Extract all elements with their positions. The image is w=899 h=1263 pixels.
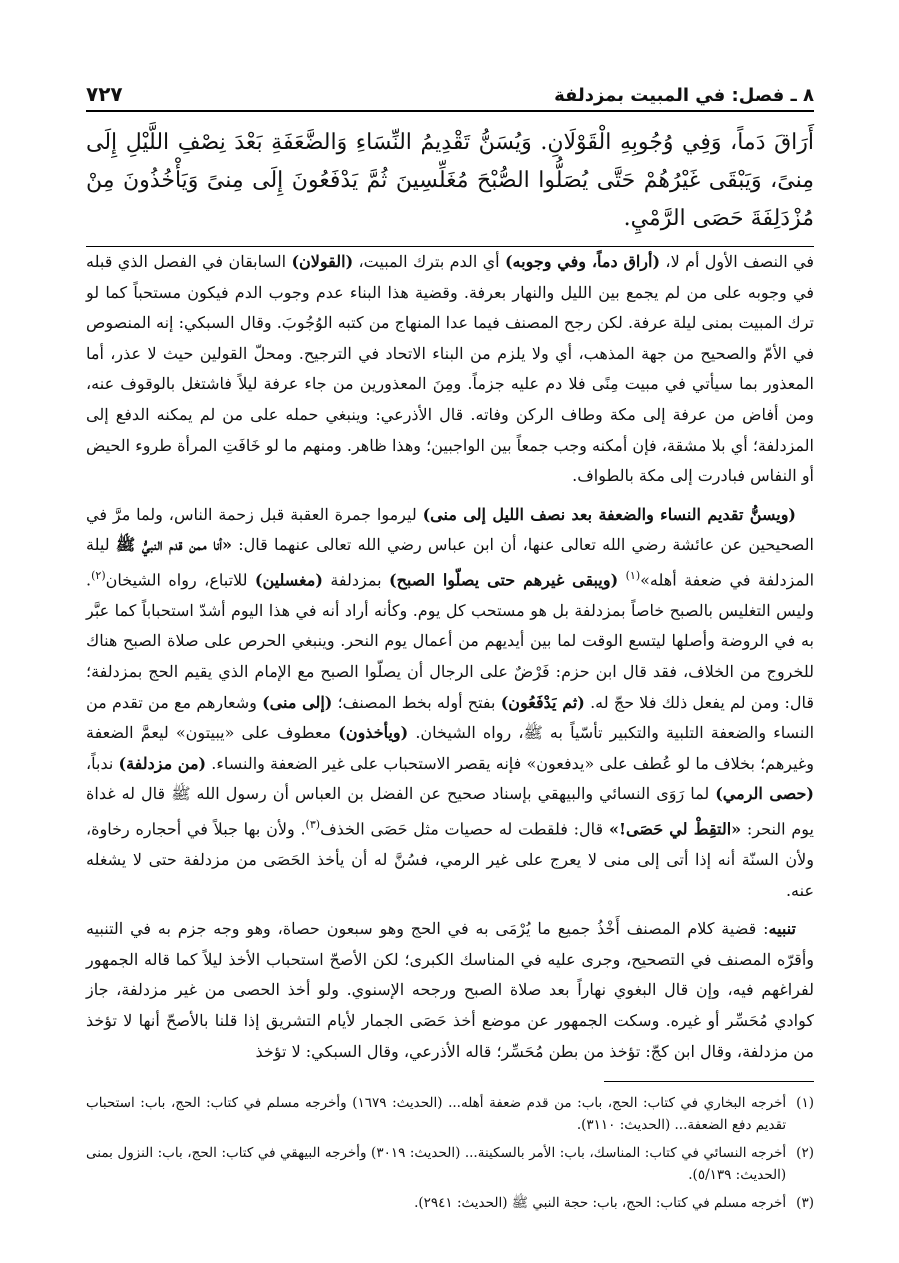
footnote-text: أخرجه النسائي في كتاب: المناسك، باب: الأمر بالسكينة... (الحديث: ٣٠١٩) وأخرجه البيهقي في كتاب: الحج، باب: النزول بمنى (الحديث: ٥/١٣٩). [86,1145,787,1184]
text-run: . ولأن بها جبلاً في أحجاره رخاوة، ولأن السنّة أنه إذا أتى إلى منى لا يعرج على غير الرمي، فسُنَّ له أن يأخذ الحَصَى من مزدلفة حتى لا يشغله عنه. [86,819,814,900]
quoted-matn-phrase: (ويسنُّ تقديم النساء والضعفة بعد نصف الليل إلى منى) [422,504,796,524]
footnote-marker: (٢) [91,568,106,582]
text-run: السابقان في الفصل الذي قبله في وجوبه على من لم يجمع بين الليل والنهار بعرفة. وقضية هذا البناء عدم وجوب الدم فيكون مستحباً كما لو ترك المبيت بمنى ليلة عرفة. لكن رجح المصنف فيما عدا المنهاج من كتبه الوُجُوبَ. وقال السبكي: إنه المنصوص في الأمّ والصحيح من جهة المذهب، أي ولا يلزم من البناء الاتحاد في الترجيح. ومحلّ القولين حيث لا عذر، أما المعذور بما سيأتي في مبيت مِنًى فلا دم عليه جزماً. ومِنَ المعذورين من جاء عرفة ليلاً فاشتغل بالوقوف عنه، ومن أفاض من عرفة إلى مكة وطاف الركن وفاته. قال الأذرعي: وينبغي حمله على من لم يمكنه الدفع إلى المزدلفة؛ أي بلا مشقة، فإن أمكنه وجب جمعاً بين الواجبين؛ وهذا ظاهر. ومنهم ما لو خَافَتِ المرأة طروء الحيض أو النفاس فبادرت إلى مكة بالطواف. [86,252,814,486]
footnote [86,1142,814,1186]
text-run: معطوف على «يبيتون» ليعمَّ الضعفة وغيرهم؛ بخلاف ما لو عُطف على «يدفعون» فإنه يقصر الاستحباب على غير الضعفة والنساء. [86,723,815,773]
footnote-number: (١) [796,1095,814,1112]
text-run: ليرموا جمرة العقبة قبل زحمة الناس، ولما مرَّ في الصحيحين عن عائشة رضي الله تعالى عنها، أن ابن عباس رضي الله تعالى عنهما قال: [86,504,815,555]
quoted-matn-phrase: تنبيه [768,919,796,939]
text-run: للاتباع، رواه الشيخان [105,570,255,590]
commentary-paragraph [86,500,814,906]
text-run: قال: فلقطت له حصيات مثل حَصَى الخذف [320,819,609,839]
text-run: ليلة المزدلفة في ضعفة أهله» [86,535,815,590]
page [86,82,814,1220]
commentary-paragraph [86,914,814,1067]
quoted-matn-phrase: (ويبقى غيرهم حتى يصلّوا الصبح) [389,570,619,590]
chapter-title: ٨ ـ فصل: في المبيت بمزدلفة [554,85,814,106]
quoted-matn-phrase: (ثم يَدْفَعُون) [500,692,585,712]
footnote-text: أخرجه مسلم في كتاب: الحج، باب: حجة النبي ﷺ (الحديث: ٢٩٤١). [414,1195,787,1212]
text-run: لما رَوَى النسائي والبيهقي بإسناد صحيح عن الفضل بن العباس أن رسول الله ﷺ قال له غداة يوم النحر: [86,784,815,839]
footnote-marker: (٣) [305,818,321,832]
matn-text: أَرَاقَ دَماً، وَفِي وُجُوبِهِ الْقَوْلَانِ. وَيُسَنُّ تَقْدِيمُ النِّسَاءِ وَالضَّعَفَةِ بَعْدَ نِصْفِ اللَّيْلِ إِلَى مِنىً، وَيَبْقَى غَيْرُهُمْ حَتَّى يُصَلُّوا الصُّبْحَ مُغَلِّسِينَ ثُمَّ يَدْفَعُونَ إِلَى مِنىً وَيَأْخُذُونَ مِنْ مُزْدَلِفَةَ حَصَى الرَّمْيِ. [86,124,814,247]
quoted-matn-phrase: (ويأخذون) [338,723,409,743]
quoted-matn-phrase: (حصى الرمي) [715,784,815,804]
text-run: ندباً، [86,753,119,773]
quoted-matn-phrase: «التقِطْ لي حَصَى!» [608,819,742,839]
footnote-separator [604,1081,814,1082]
footnote-marker: (١) [625,568,641,582]
paragraph-gap [86,906,814,914]
text-run: أي الدم بترك المبيت، [353,252,505,271]
text-run: في النصف الأول أم لا، [660,252,814,271]
footnotes [86,1092,814,1214]
commentary-paragraph [86,247,814,492]
footnote-number: (٣) [796,1195,814,1212]
page-number: ٧٢٧ [86,82,123,106]
text-run [618,570,625,589]
commentary-body [86,247,814,1067]
text-run: وشعارهم مع من تقدم من النساء والضعفة التلبية والتكبير تأسّياً به ﷺ، رواه الشيخان. [86,692,815,743]
text-run: بمزدلفة [322,570,389,590]
quoted-matn-phrase: (إلى منى) [262,692,333,712]
quoted-matn-phrase: (مغسلين) [254,570,323,590]
footnote [86,1192,814,1214]
running-header [86,82,814,112]
quoted-matn-phrase: (أراق دماً، وفي وجوبه) [504,252,661,271]
text-run: . وليس التغليس بالصبح خاصاً بمزدلفة بل هو مستحب كل يوم. وكأنه أراد أنه في هذا اليوم أشدّ استحباباً كما عبَّر به في الروضة وأصلها ليتسع الوقت لما بين أيديهم من أعمال يوم النحر. وينبغي الحرص على صلاة الصبح هناك للخروج من الخلاف، فقد قال ابن حزم: فَرْضٌ على الرجال أن يصلّوا الصبح مع الإمام الذي يقيم الحج بمزدلفة؛ قال: ومن لم يفعل ذلك فلا حجّ له. [86,570,815,712]
quoted-matn-phrase: «أنا ممن قدم النبيُّ ﷺ [115,535,233,555]
footnote [86,1092,814,1136]
quoted-matn-phrase: (من مزدلفة) [118,753,207,773]
footnote-number: (٢) [796,1145,814,1162]
footnote-text: أخرجه البخاري في كتاب: الحج، باب: من قدم ضعفة أهله... (الحديث: ١٦٧٩) وأخرجه مسلم في كتاب: الحج، باب: استحباب تقديم دفع الضعفة... (الحديث: ٣١١٠). [86,1095,787,1134]
paragraph-gap [86,492,814,500]
text-run: : قضية كلام المصنف أَخْذُ جميع ما يُرْمَى به في الحج وهو سبعون حصاة، وهو وجه جزم به في التنبيه وأقرّه المصنف في التصحيح، وجرى عليه في المناسك الكبرى؛ لكن الأصحّ استحباب الأخذ ليلاً كما قاله الجمهور لفراغهم فيه، وإن قال البغوي نهاراً بعد صلاة الصبح ورجحه الإسنوي. ولو أخذ الحصى من غير مزدلفة، جاز كوادي مُحَسِّر أو غيره. وسكت الجمهور عن موضع أخذ حَصَى الجمار لأيام التشريق إذا قلنا بالأصحّ أنها لا تؤخذ من مزدلفة، وقال ابن كجّ: تؤخذ من بطن مُحَسِّر؛ قاله الأذرعي، وقال السبكي: لا تؤخذ [86,919,814,1061]
text-run: بفتح أوله بخط المصنف؛ [332,692,501,712]
quoted-matn-phrase: (القولان) [291,252,354,271]
